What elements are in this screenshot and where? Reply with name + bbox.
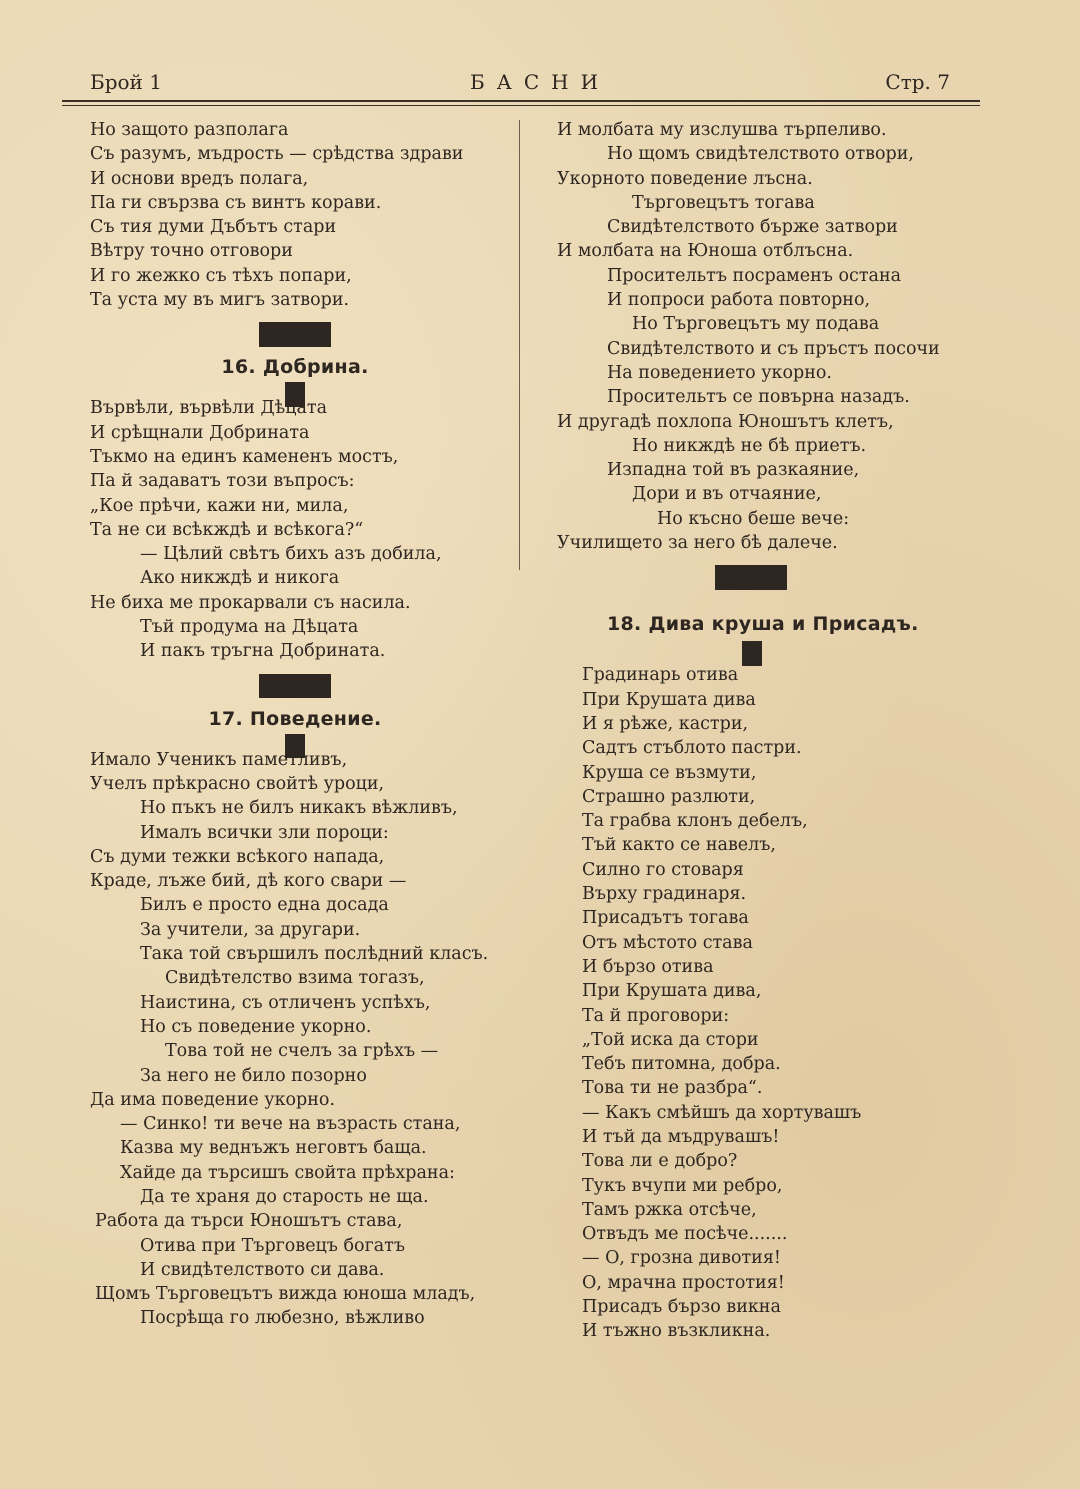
- verse-line: Отива при Търговецъ богатъ: [140, 1235, 405, 1256]
- verse-line: Щомъ Търговецътъ вижда юноша младъ,: [95, 1284, 476, 1305]
- verse-line: И го жежко съ тѣхъ попари,: [90, 265, 352, 286]
- verse-line: Търговецътъ тогава: [632, 192, 815, 213]
- verse-line: Просительтъ посраменъ остана: [607, 265, 902, 286]
- verse-line: И попроси работа повторно,: [607, 290, 871, 311]
- verse-line: Присадътъ тогава: [582, 908, 749, 929]
- verse-line: Това той не счелъ за грѣхъ —: [165, 1041, 439, 1062]
- verse-line: Хайде да търсишъ свойта прѣхрана:: [120, 1162, 455, 1183]
- right-column: [557, 118, 977, 1344]
- verse-line: Работа да търси Юношътъ става,: [95, 1211, 403, 1232]
- verse-line: Ималъ всички зли пороци:: [140, 822, 389, 843]
- verse-line: И свидѣтелството си дава.: [140, 1259, 385, 1280]
- verse-line: Просительтъ се повърна назадъ.: [607, 387, 910, 408]
- verse-line: Билъ е просто една досада: [140, 895, 389, 916]
- verse-line: Круша се възмути,: [582, 762, 757, 783]
- verse-line: Укорното поведение лъсна.: [557, 168, 813, 189]
- verse-line: Но късно беше вече:: [657, 508, 850, 529]
- verse-line: Вървѣли, вървѣли Дѣцата: [90, 398, 328, 419]
- verse-line: — Синко! ти вече на възрасть стана,: [120, 1114, 461, 1135]
- verse-line: Страшно разлюти,: [582, 786, 756, 807]
- fable-18-title: 18. Дива круша и Присадъ.: [607, 613, 919, 636]
- verse-line: Тъй както се навелъ,: [582, 835, 776, 856]
- verse-line: Така той свършилъ послѣдний класъ.: [140, 944, 489, 965]
- verse-line: Присадъ бързо викна: [582, 1297, 781, 1318]
- verse-line: И другадѣ похлопа Юношътъ клетъ,: [557, 411, 894, 432]
- verse-line: Ако никждѣ и никога: [140, 568, 340, 589]
- verse-line: Отъ мѣстото става: [582, 932, 753, 953]
- verse-line: Върху градинаря.: [582, 884, 747, 905]
- verse-line: Свидѣтелството и съ пръстъ посочи: [607, 338, 940, 359]
- verse-line: Па ги свързва съ винтъ корави.: [90, 192, 382, 213]
- left-column: [90, 118, 500, 1331]
- verse-line: И пакъ тръгна Добрината.: [140, 641, 386, 662]
- verse-line: Та уста му въ мигъ затвори.: [90, 290, 350, 311]
- verse-line: И основи вредъ полага,: [90, 168, 309, 189]
- verse-line: Та й проговори:: [582, 1005, 730, 1026]
- verse-line: Тамъ ржка отсѣче,: [582, 1199, 757, 1220]
- verse-line: И тъжно възкликна.: [582, 1321, 771, 1342]
- fable-16-title: 16. Добрина.: [221, 356, 369, 379]
- verse-line: Тукъ вчупи ми ребро,: [582, 1175, 783, 1196]
- verse-line: И молбата му изслушва търпеливо.: [557, 120, 887, 140]
- verse-line: При Крушата дива,: [582, 981, 762, 1002]
- verse-line: Садтъ стъблото пастри.: [582, 738, 802, 759]
- verse-line: Наистина, съ отличенъ успѣхъ,: [140, 992, 431, 1013]
- fable-17-title: 17. Поведение.: [208, 707, 382, 730]
- verse-line: Училището за него бѣ далече.: [557, 533, 838, 554]
- verse-line: Та не си всѣкждѣ и всѣкога?“: [90, 519, 364, 540]
- verse-line: — О, грозна дивотия!: [582, 1248, 781, 1269]
- verse-line: Съ тия думи Дъбътъ стари: [90, 217, 337, 238]
- issue-number: Брой 1: [90, 70, 162, 94]
- verse-line: Краде, лъже бий, дѣ кого свари —: [90, 871, 407, 892]
- verse-line: „Кое прѣчи, кажи ни, мила,: [90, 495, 349, 516]
- verse-line: И молбата на Юноша отблъсна.: [557, 241, 854, 262]
- verse-line: Учелъ прѣкрасно свойтѣ уроци,: [90, 773, 385, 794]
- verse-line: За учители, за другари.: [140, 919, 361, 940]
- verse-line: Посрѣща го любезно, вѣжливо: [140, 1308, 425, 1329]
- verse-line: — Какъ смѣйшъ да хортувашъ: [582, 1102, 862, 1123]
- verse-line: Но пъкъ не билъ никакъ вѣжливъ,: [140, 798, 458, 819]
- verse-line: О, мрачна простотия!: [582, 1272, 785, 1293]
- verse-line: Казва му веднъжъ неговтъ баща.: [120, 1138, 427, 1159]
- verse-line: И я рѣже, кастри,: [582, 713, 749, 734]
- verse-line: Да има поведение укорно.: [90, 1089, 336, 1110]
- verse-line: Дори и въ отчаяние,: [632, 484, 822, 505]
- verse-line: Свидѣтелството бърже затвори: [607, 217, 898, 238]
- verse-line: Вѣтру точно отговори: [90, 241, 293, 262]
- section-title: БАСНИ: [469, 70, 611, 94]
- section-separator: [715, 565, 787, 589]
- verse-line: Но щомъ свидѣтелството отвори,: [607, 144, 914, 165]
- verse-line: На поведението укорно.: [607, 362, 832, 383]
- verse-line: — Цѣлий свѣтъ бихъ азъ добила,: [140, 544, 442, 565]
- header-rule-thin: [62, 105, 980, 106]
- verse-line: Свидѣтелство взима тогазъ,: [165, 968, 425, 989]
- verse-line: „Той иска да стори: [582, 1029, 759, 1050]
- section-separator: [259, 674, 331, 698]
- title-dash: [742, 641, 762, 665]
- verse-line: Но никждѣ не бѣ приетъ.: [632, 435, 867, 456]
- verse-line: И тъй да мъдрувашъ!: [582, 1126, 780, 1147]
- verse-line: При Крушата дива: [582, 689, 756, 710]
- verse-line: И бързо отива: [582, 956, 714, 977]
- verse-line: Това ли е добро?: [582, 1151, 738, 1172]
- verse-line: Силно го стоваря: [582, 859, 744, 880]
- verse-line: Изпадна той въ разкаяние,: [607, 460, 860, 481]
- verse-line: Не биха ме прокарвали съ насила.: [90, 592, 411, 613]
- page-number: Стр. 7: [885, 70, 950, 94]
- verse-line: Отвъдъ ме посѣче.......: [582, 1224, 788, 1245]
- verse-line: Градинарь отива: [582, 665, 739, 686]
- verse-line: Но Търговецътъ му подава: [632, 314, 880, 335]
- verse-line: Съ думи тежки всѣкого напада,: [90, 846, 385, 867]
- verse-line: Но съ поведение укорно.: [140, 1016, 372, 1037]
- verse-line: За него не било позорно: [140, 1065, 367, 1086]
- verse-line: Тъй продума на Дѣцата: [140, 617, 359, 638]
- verse-line: Това ти не разбра“.: [582, 1078, 763, 1099]
- verse-line: Имало Ученикъ паметливъ,: [90, 749, 348, 770]
- verse-line: Да те храня до старость не ща.: [140, 1186, 429, 1207]
- section-separator: [259, 322, 331, 346]
- verse-line: Но защото разполага: [90, 120, 289, 140]
- verse-line: Та грабва клонъ дебелъ,: [582, 811, 808, 832]
- header-rule: [62, 100, 980, 102]
- verse-line: Тъкмо на единъ камененъ мостъ,: [90, 446, 399, 467]
- column-divider: [519, 120, 520, 570]
- verse-line: Па й задаватъ този въпросъ:: [90, 471, 355, 492]
- verse-line: Съ разумъ, мъдрость — срѣдства здрави: [90, 144, 464, 165]
- verse-line: И срѣщнали Добрината: [90, 422, 310, 443]
- verse-line: Тебъ питомна, добра.: [582, 1054, 781, 1075]
